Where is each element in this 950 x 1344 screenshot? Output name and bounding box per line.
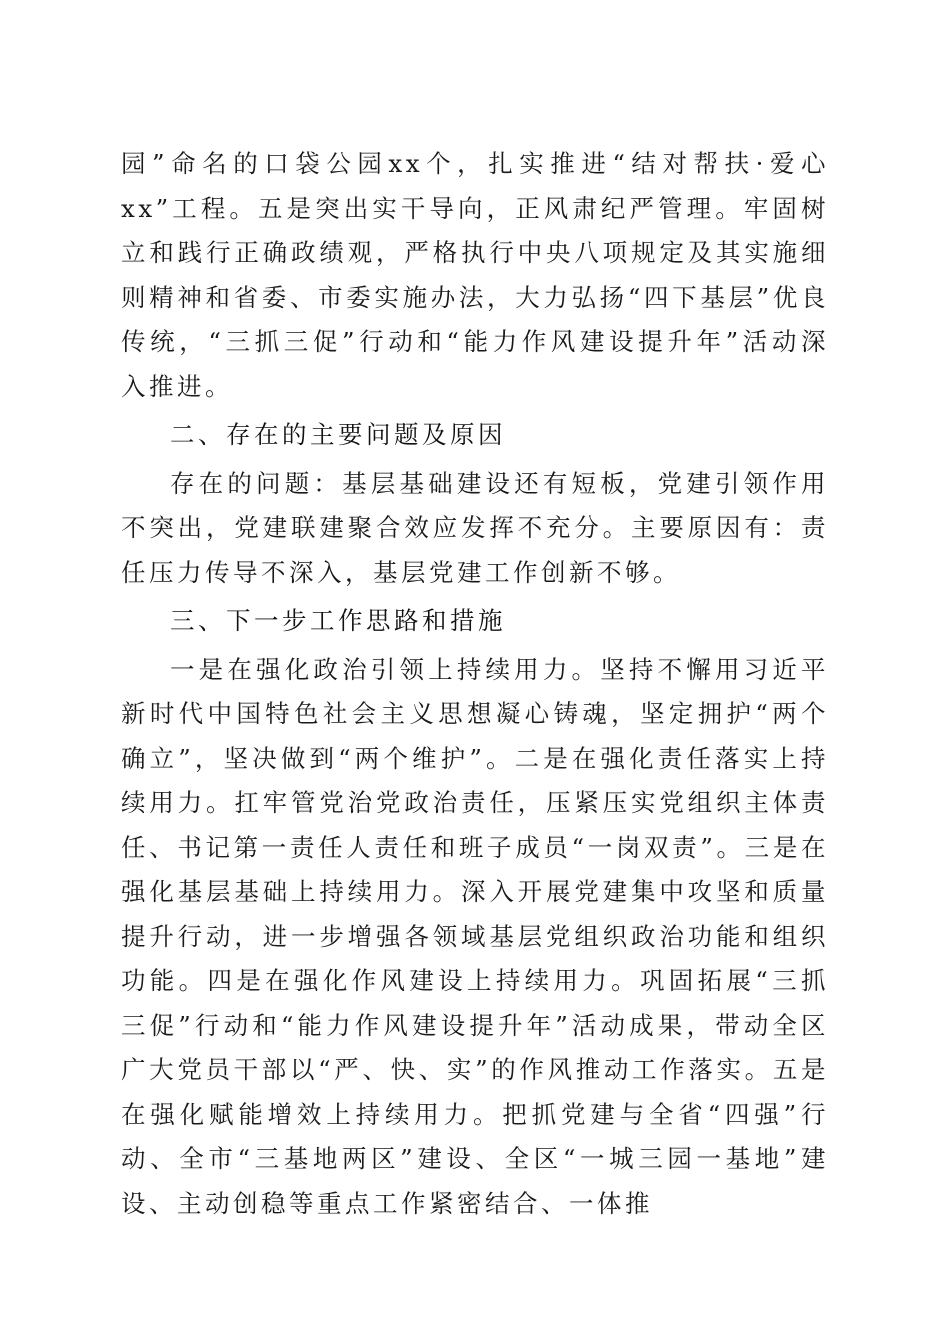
section-heading-next-steps: 三、下一步工作思路和措施 (170, 606, 506, 635)
document-body (121, 142, 829, 1226)
section-heading-problems: 二、存在的主要问题及原因 (170, 420, 506, 449)
paragraph-continued: 园”命名的口袋公园xx个，扎实推进“结对帮扶·爱心xx”工程。五是突出实干导向，正风肃纪严管理。牢固树立和践行正确政绩观，严格执行中央八项规定及其实施细则精神和省委、市委实施办法，大力弘扬“四下基层”优良传统，“三抓三促”行动和“能力作风建设提升年”活动深入推进。 (121, 149, 829, 401)
paragraph-body-text: 坚持不懈用习近平新时代中国特色社会主义思想凝心铸魂，坚定拥护“两个确立”，坚决做到“两个维护”。二是在强化责任落实上持续用力。扛牢管党治党政治责任，压紧压实党组织主体责任、书记第一责任人责任和班子成员“一岗双责”。三是在强化基层基础上持续用力。深入开展党建集中攻坚和质量提升行动，进一步增强各领域基层党组织政治功能和组织功能。四是在强化作风建设上持续用力。巩固拓展“三抓三促”行动和“能力作风建设提升年”活动成果，带动全区广大党员干部以“严、快、实”的作风推动工作落实。五是在强化赋能增效上持续用力。把抓党建与全省“四强”行动、全市“三基地两区”建设、全区“一城三园一基地”建设、主动创稳等重点工作紧密结合、一体推 (121, 654, 830, 1218)
paragraph-next-steps (121, 648, 829, 1227)
paragraph-lead-sentence: 一是在强化政治引领上持续用力。 (170, 654, 601, 684)
paragraph-problems: 存在的问题：基层基础建设还有短板，党建引领作用不突出，党建联建聚合效应发挥不充分。主要原因有：责任压力传导不深入，基层党建工作创新不够。 (121, 468, 829, 587)
